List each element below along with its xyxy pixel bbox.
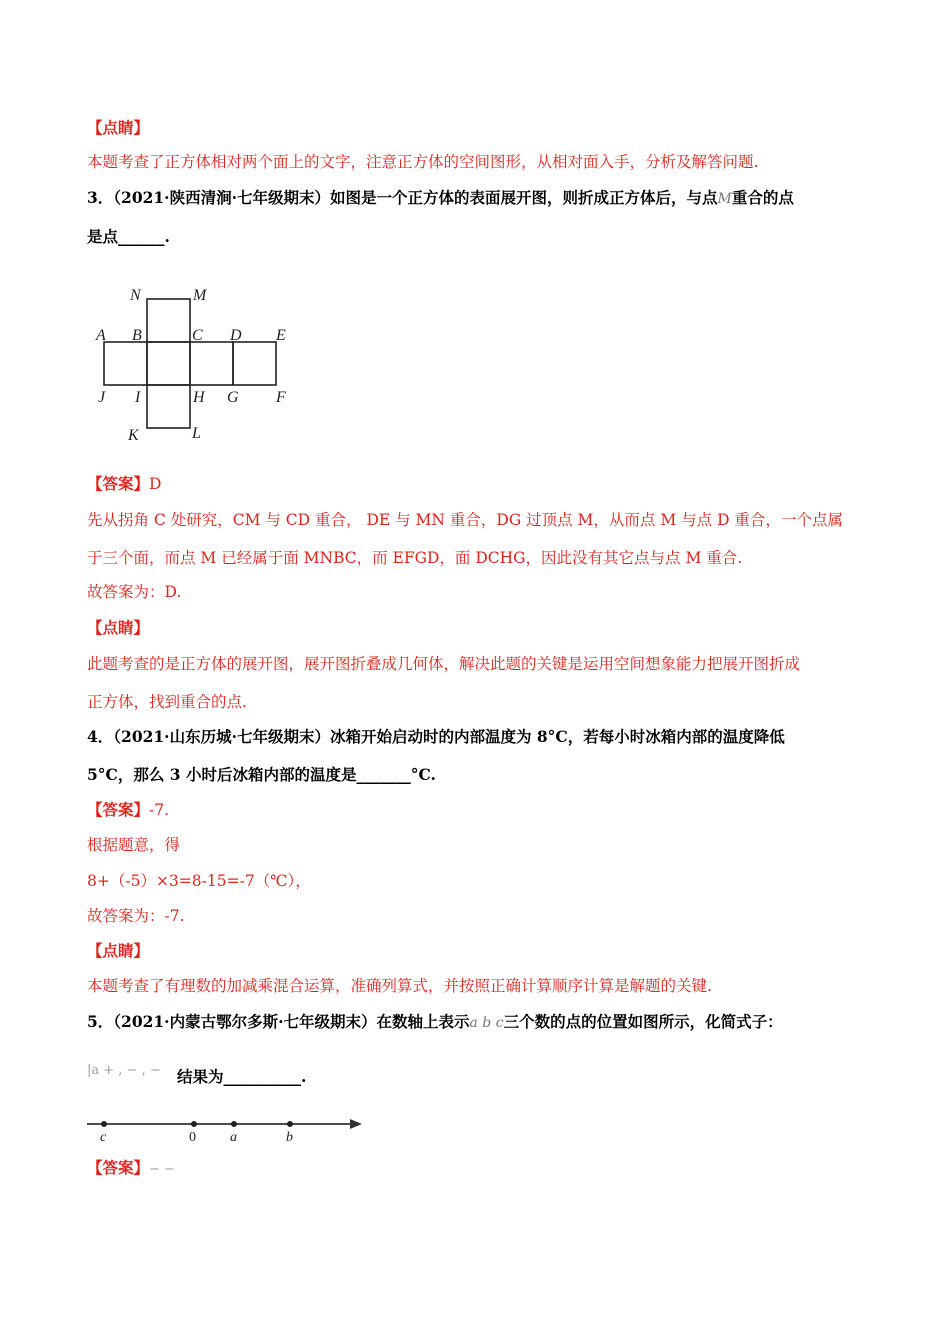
axis-point [231, 1121, 237, 1127]
question-4-stem [87, 727, 785, 747]
tip-tag: 【点睛】 [87, 118, 150, 137]
question-number: 5． [87, 1012, 114, 1031]
question-text-end: 三个数的点的位置如图所示，化简式子： [503, 1012, 783, 1031]
result-blank: 结果为__________. [177, 1067, 307, 1086]
question-text: 在数轴上表示 [376, 1012, 470, 1031]
cube-net-figure [90, 282, 300, 452]
axis-point [191, 1121, 197, 1127]
vertex-label: B [132, 327, 142, 344]
tip-tag: 【点睛】 [87, 941, 150, 960]
vertex-label: C [192, 327, 203, 344]
answer-line [87, 474, 161, 494]
vertex-label: H [193, 389, 205, 406]
answer-value: D [149, 475, 162, 493]
question-number: 3． [87, 188, 114, 207]
vertex-label: N [130, 287, 141, 304]
explanation-line: 于三个面，而点 M 已经属于面 MNBC，而 EFGD，面 DCHG，因此没有其它点与点 M 重合. [87, 549, 743, 567]
axis-label: c [100, 1130, 107, 1145]
answer-tag: 【答案】 [87, 1158, 150, 1177]
axis-label: 0 [189, 1130, 196, 1145]
axis-point [287, 1121, 293, 1127]
answer-tag: 【答案】 [87, 800, 150, 819]
vertex-label: L [192, 425, 201, 442]
vertex-label: G [227, 389, 239, 406]
axis-label: a [230, 1130, 237, 1145]
axis-label: b [286, 1130, 293, 1145]
explanation-line: 8+（-5）×3=8-15=-7（℃）， [87, 872, 311, 890]
tip-text: 本题考查了有理数的加减乘混合运算，准确列算式，并按照正确计算顺序计算是解题的关键. [87, 977, 712, 995]
answer-value: -7. [149, 801, 170, 819]
question-5-stem [87, 1012, 783, 1033]
question-5-expression [87, 1063, 307, 1089]
question-text: 冰箱开始启动时的内部温度为 8°C，若每小时冰箱内部的温度降低 [329, 727, 785, 746]
question-source: （2021·山东历城·七年级期末） [113, 727, 330, 746]
vertex-label: A [96, 327, 106, 344]
answer-tag: 【答案】 [87, 474, 150, 493]
vertex-label: K [128, 427, 139, 444]
explanation-line: 先从拐角 C 处研究，CM 与 CD 重合， DE 与 MN 重合，DG 过顶点 M，从而点 M 与点 D 重合，一个点属 [87, 511, 843, 529]
vertex-label: I [135, 389, 141, 406]
vertex-label: D [230, 327, 242, 344]
question-text: 如图是一个正方体的表面展开图，则折成正方体后，与点 [329, 188, 718, 207]
question-3-stem [87, 188, 794, 209]
math-var: M [717, 191, 732, 207]
question-number: 4． [87, 727, 114, 746]
vertex-label: F [276, 389, 286, 406]
number-line [82, 1110, 372, 1146]
answer-line [87, 1158, 175, 1180]
answer-value: − − [149, 1162, 175, 1177]
vertex-label: M [193, 287, 207, 304]
tip-text: 此题考查的是正方体的展开图，展开图折叠成几何体，解决此题的关键是运用空间想象能力把展开图折成 [87, 655, 801, 673]
explanation-line: 根据题意，得 [87, 836, 181, 854]
axis-arrow [350, 1119, 362, 1129]
conclusion-line: 故答案为：-7. [87, 907, 185, 925]
question-text-end: 重合的点 [731, 188, 794, 207]
question-source: （2021·陕西清涧·七年级期末） [113, 188, 330, 207]
question-source: （2021·内蒙古鄂尔多斯·七年级期末） [113, 1012, 377, 1031]
tip-text: 正方体，找到重合的点. [87, 693, 247, 711]
question-4-line2: 5°C，那么 3 小时后冰箱内部的温度是_______°C. [87, 765, 436, 784]
vertex-label: E [276, 327, 286, 344]
math-vars: a b c [469, 1015, 504, 1031]
axis-point [101, 1121, 107, 1127]
question-3-line2: 是点______. [87, 227, 170, 246]
conclusion-line: 故答案为：D. [87, 583, 182, 601]
math-expression: |a + , − , − [87, 1063, 161, 1078]
vertex-label: J [98, 389, 106, 406]
tip-text: 本题考查了正方体相对两个面上的文字，注意正方体的空间图形，从相对面入手，分析及解答问题. [87, 153, 759, 171]
answer-line [87, 800, 169, 820]
tip-tag: 【点睛】 [87, 618, 150, 637]
